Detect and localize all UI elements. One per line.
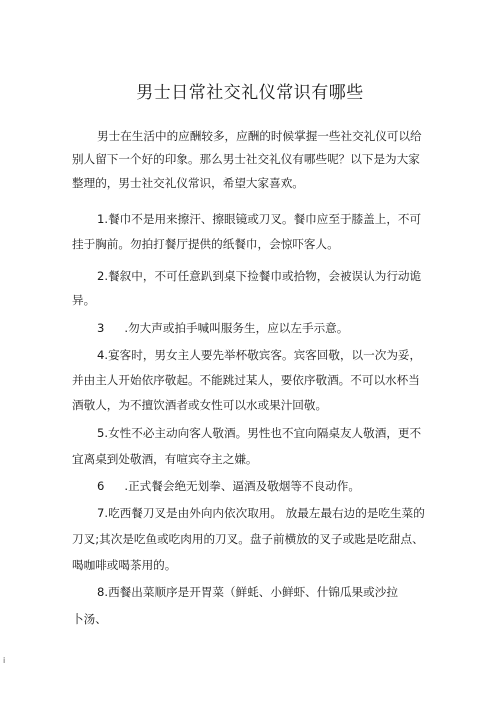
item-text: 餐叙中，不可任意趴到桌下捡餐巾或拾物，会被误认为行动诡: [108, 269, 422, 283]
list-item-7-cont-1: 刀叉;其次是吃鱼或吃肉用的刀叉。盘子前横放的叉子或匙是吃甜点、: [72, 532, 424, 546]
list-item-5-cont: 宜离桌到处敬酒，有喧宾夺主之嫌。: [72, 452, 258, 466]
list-item-5: [97, 425, 421, 441]
list-item-8-cont: 卜汤、: [72, 612, 107, 626]
item-separator: .: [124, 479, 129, 493]
intro-line-3: 整理的，男士社交礼仪常识，希望大家喜欢。: [72, 176, 304, 190]
item-number: 6: [97, 479, 105, 493]
item-text: 勿大声或拍手喊叫服务生，应以左手示意。: [128, 321, 349, 335]
item-text: 吃西餐刀叉是由外向内依次取用。 放最左最右边的是吃生菜的: [108, 506, 425, 520]
item-separator: .: [104, 426, 109, 440]
item-separator: .: [104, 212, 109, 226]
item-separator: .: [124, 321, 129, 335]
list-item-6: [97, 478, 360, 494]
item-number: 8: [97, 585, 105, 599]
item-text: 西餐出菜顺序是开胃菜（鲜蚝、小鲜虾、什锦瓜果或沙拉: [108, 585, 398, 599]
list-item-7: [97, 505, 425, 521]
list-item-1-cont: 挂于胸前。勿拍打餐厅提供的纸餐巾，会惊吓客人。: [72, 237, 339, 251]
list-item-3: [97, 320, 348, 336]
list-item-2: [97, 268, 421, 284]
item-number: 5: [97, 426, 105, 440]
list-item-2-cont: 异。: [72, 293, 96, 307]
intro-line-1: 男士在生活中的应酬较多，应酬的时候掌握一些社交礼仪可以给: [97, 129, 422, 143]
item-separator: .: [104, 506, 109, 520]
item-separator: .: [104, 585, 109, 599]
list-item-4-cont-1: 并由主人开始依序敬起。不能跳过某人，要依序敬酒。不可以水杯当: [72, 373, 420, 387]
item-separator: .: [104, 348, 109, 362]
item-number: 3: [97, 321, 105, 335]
item-text: 女性不必主动向客人敬酒。男性也不宜向隔桌友人敬酒，更不: [108, 426, 422, 440]
document-title: 男士日常社交礼仪常识有哪些: [136, 83, 364, 103]
list-item-4: [97, 347, 421, 363]
item-text: 餐巾不是用来擦汗、擦眼镜或刀叉。餐巾应至于膝盖上，不可: [108, 212, 422, 226]
intro-line-2: 别人留下一个好的印象。那么男士社交礼仪有哪些呢？以下是为大家: [72, 152, 420, 166]
item-number: 7: [97, 506, 105, 520]
item-number: 1: [97, 212, 105, 226]
list-item-1: [97, 211, 421, 227]
item-text: 宴客时，男女主人要先举杯敬宾客。宾客回敬，以一次为妥，: [108, 348, 422, 362]
item-number: 4: [97, 348, 105, 362]
margin-mark: i: [3, 656, 6, 665]
item-separator: .: [104, 269, 109, 283]
item-text: 正式餐会绝无划拳、逼酒及敬烟等不良动作。: [128, 479, 360, 493]
list-item-7-cont-2: 喝咖啡或喝茶用的。: [72, 558, 177, 572]
list-item-8: [97, 584, 398, 600]
list-item-4-cont-2: 酒敬人，为不擅饮酒者或女性可以水或果汁回敬。: [72, 398, 328, 412]
item-number: 2: [97, 269, 105, 283]
